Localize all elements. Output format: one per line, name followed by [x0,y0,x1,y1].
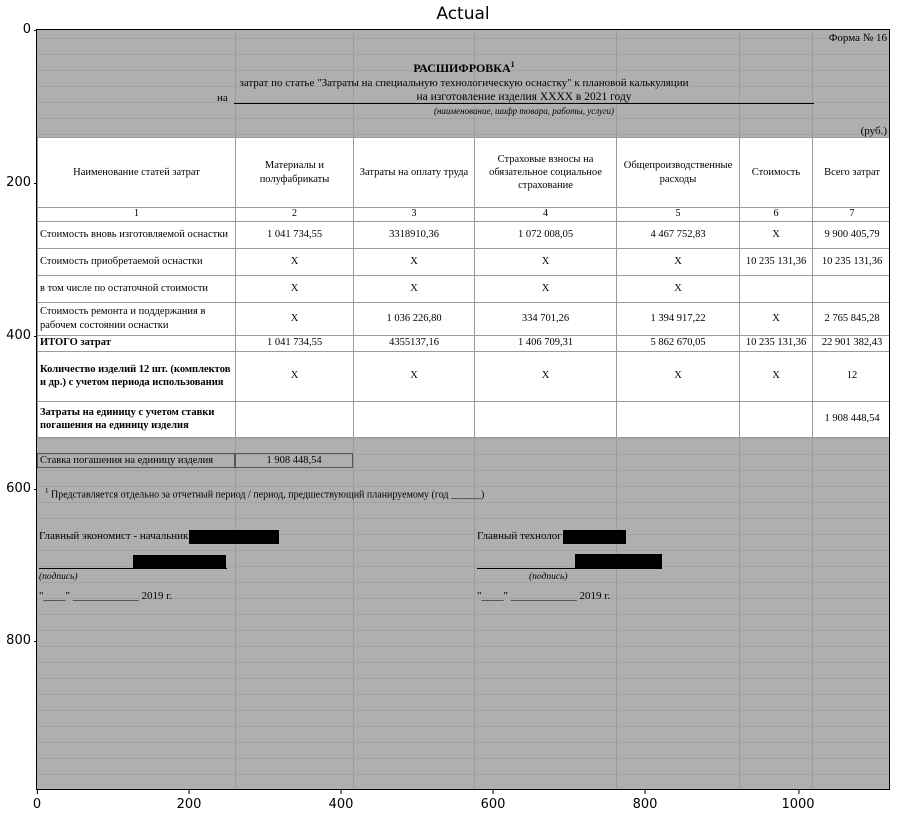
grid-row-line [37,726,889,727]
table-cell: X [236,302,354,335]
y-tick-label: 0 [22,22,31,37]
cost-breakdown-table [37,137,890,438]
table-cell: 4355137,16 [354,335,475,351]
table-cell: X [354,351,475,401]
table-cell: 1 072 008,05 [475,221,617,248]
column-number: 3 [354,208,475,222]
table-cell: X [354,275,475,302]
x-tick-label: 600 [480,797,506,812]
na-label: на [217,92,228,104]
signature-hint-right: (подпись) [529,572,568,582]
table-cell: 334 701,26 [475,302,617,335]
table-cell: X [236,248,354,275]
footnote-mark: 1 [45,487,49,495]
grid-row-line [37,630,889,631]
table-row [38,248,891,275]
grid-row-line [37,646,889,647]
header-cell: Материалы и полуфабрикаты [236,138,354,208]
grid-row-line [37,118,889,119]
y-tick-label: 200 [6,175,31,190]
table-cell: X [617,351,740,401]
column-number: 2 [236,208,354,222]
rate-label: Ставка погашения на единицу изделия [37,453,235,468]
document-title [37,60,890,76]
redaction-box [563,530,626,544]
grid-row-line [37,678,889,679]
table-row [38,302,891,335]
table-cell: 1 041 734,55 [236,335,354,351]
table-row [38,335,891,351]
form-number: Форма № 16 [828,32,887,44]
table-cell: X [617,275,740,302]
column-number: 7 [813,208,891,222]
grid-row-line [37,550,889,551]
currency-label: (руб.) [860,125,887,137]
table-cell: 2 765 845,28 [813,302,891,335]
x-tick-label: 200 [176,797,202,812]
column-number: 5 [617,208,740,222]
table-cell: X [740,351,813,401]
table-cell [813,275,891,302]
row-label: Затраты на единицу с учетом ставки погашения на единицу изделия [38,401,236,437]
row-label: Количество изделий 12 шт. (комплектов и др.) с учетом периода использования [38,351,236,401]
table-cell: 1 394 917,22 [617,302,740,335]
rate-value: 1 908 448,54 [235,453,353,468]
table-cell [617,401,740,437]
signature-title-left: Главный экономист - начальник [39,530,189,542]
x-tick-label: 1000 [781,797,815,812]
signature-hint-left: (подпись) [39,572,78,582]
x-tick-label: 0 [32,797,42,812]
signature-title-right: Главный технолог [477,530,562,542]
y-tick-label: 400 [6,328,31,343]
table-cell: 1 908 448,54 [813,401,891,437]
grid-row-line [37,38,889,39]
table-cell [475,401,617,437]
table-cell: X [475,351,617,401]
signature-date-left: "____" ____________ 2019 г. [39,590,173,602]
column-number: 6 [740,208,813,222]
document-image [36,29,890,790]
y-tick-label: 800 [6,633,31,648]
figure-title: Actual [436,4,490,24]
grid-row-line [37,470,889,471]
grid-row-line [37,54,889,55]
table-row [38,351,891,401]
column-number: 4 [475,208,617,222]
row-label: Стоимость приобретаемой оснастки [38,248,236,275]
title-text: РАСШИФРОВКА [413,61,511,75]
grid-row-line [37,662,889,663]
table-cell: X [236,351,354,401]
y-tick-label: 600 [6,481,31,496]
document-subtitle: затрат по статье "Затраты на специальную технологическую оснастку" к плановой калькуляции [239,77,689,89]
grid-row-line [37,582,889,583]
redaction-box [575,554,662,568]
product-hint: (наименование, шифр товара, работы, услуги) [433,106,615,116]
table-row [38,275,891,302]
table-row [38,401,891,437]
grid-row-line [37,518,889,519]
table-cell: 3318910,36 [354,221,475,248]
table-cell: X [475,275,617,302]
column-number: 1 [38,208,236,222]
grid-row-line [37,710,889,711]
grid-row-line [37,614,889,615]
table-cell: X [740,302,813,335]
table-cell: X [740,221,813,248]
table-cell [740,275,813,302]
table-cell: X [475,248,617,275]
grid-row-line [37,502,889,503]
table-cell: 10 235 131,36 [813,248,891,275]
table-cell: X [236,275,354,302]
table-cell: 1 406 709,31 [475,335,617,351]
grid-row-line [37,438,889,439]
table-cell: X [354,248,475,275]
table-cell: 9 900 405,79 [813,221,891,248]
header-cell: Общепроизводственные расходы [617,138,740,208]
table-cell: 22 901 382,43 [813,335,891,351]
row-label: ИТОГО затрат [38,335,236,351]
product-line: на изготовление изделия XXXX в 2021 году [234,91,814,104]
table-cell: 4 467 752,83 [617,221,740,248]
title-footnote-mark: 1 [510,60,515,69]
redaction-box [133,555,226,569]
row-label: Стоимость ремонта и поддержания в рабочем состоянии оснастки [38,302,236,335]
table-cell: X [617,248,740,275]
signature-date-right: "____" ____________ 2019 г. [477,590,611,602]
grid-row-line [37,694,889,695]
table-cell: 5 862 670,05 [617,335,740,351]
table-cell: 1 041 734,55 [236,221,354,248]
grid-row-line [37,134,889,135]
table-cell [740,401,813,437]
table-cell [236,401,354,437]
header-cell: Всего затрат [813,138,891,208]
x-tick-label: 400 [328,797,354,812]
footnote-text: Представляется отдельно за отчетный период / период, предшествующий планируемому (год ______) [51,489,485,501]
grid-row-line [37,774,889,775]
table-row [38,221,891,248]
signature-line-right [477,568,662,569]
table-cell: 1 036 226,80 [354,302,475,335]
header-cell: Наименование статей затрат [38,138,236,208]
redaction-box [189,530,279,544]
grid-row-line [37,742,889,743]
grid-row-line [37,758,889,759]
row-label: в том числе по остаточной стоимости [38,275,236,302]
column-number-row [38,208,891,222]
header-cell: Стоимость [740,138,813,208]
table-header-row [38,138,891,208]
table-cell: 10 235 131,36 [740,335,813,351]
header-cell: Страховые взносы на обязательное социальное страхование [475,138,617,208]
row-label: Стоимость вновь изготовляемой оснастки [38,221,236,248]
table-cell [354,401,475,437]
table-cell: 10 235 131,36 [740,248,813,275]
table-cell: 12 [813,351,891,401]
header-cell: Затраты на оплату труда [354,138,475,208]
table-body [38,221,891,437]
footnote [45,487,484,500]
x-tick-label: 800 [632,797,658,812]
